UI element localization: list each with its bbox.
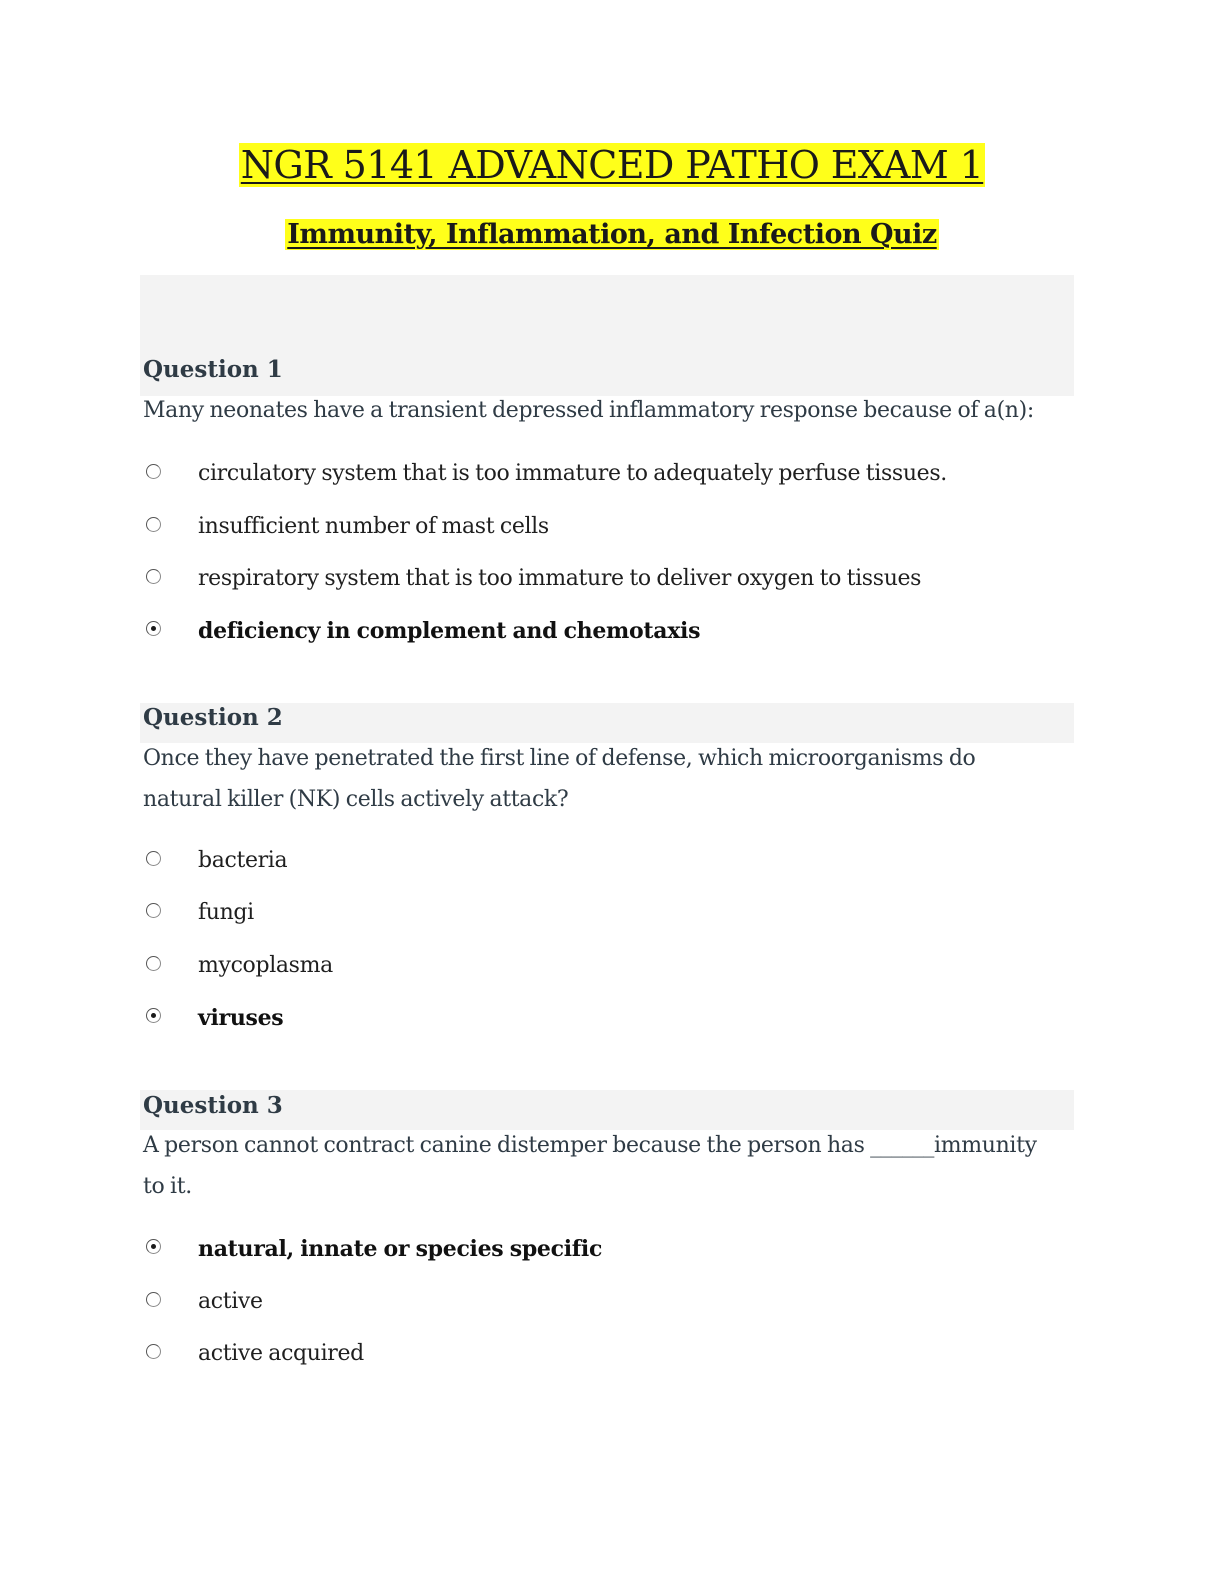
radio-checked-icon[interactable] — [146, 621, 161, 636]
question-3-option-1[interactable] — [146, 1234, 603, 1264]
option-label: insufficient number of mast cells — [198, 514, 549, 539]
question-2-option-3[interactable] — [146, 951, 333, 981]
radio-unchecked-icon[interactable] — [146, 1344, 161, 1359]
question-3-text: A person cannot contract canine distemper because the person has ______immunity to it. — [143, 1133, 1037, 1199]
radio-unchecked-icon[interactable] — [146, 1292, 161, 1307]
option-label-selected: deficiency in complement and chemotaxis — [198, 618, 701, 644]
radio-unchecked-icon[interactable] — [146, 851, 161, 866]
radio-checked-icon[interactable] — [146, 1239, 161, 1254]
option-label: respiratory system that is too immature to deliver oxygen to tissues — [198, 566, 922, 591]
question-1-option-1[interactable] — [146, 459, 947, 489]
option-label: active — [198, 1289, 263, 1314]
question-1-text: Many neonates have a transient depressed inflammatory response because of a(n): — [143, 398, 1034, 423]
radio-unchecked-icon[interactable] — [146, 569, 161, 584]
radio-unchecked-icon[interactable] — [146, 464, 161, 479]
option-label: fungi — [198, 900, 254, 925]
radio-checked-icon[interactable] — [146, 1008, 161, 1023]
question-1-label: Question 1 — [143, 356, 283, 383]
question-3-option-2[interactable] — [146, 1287, 263, 1317]
question-1-option-2[interactable] — [146, 512, 549, 542]
document-title — [0, 140, 1224, 190]
option-label: mycoplasma — [198, 953, 333, 978]
question-1-option-4[interactable] — [146, 616, 701, 646]
question-2-option-1[interactable] — [146, 846, 288, 876]
question-3-label: Question 3 — [143, 1092, 283, 1119]
question-3-option-3[interactable] — [146, 1339, 364, 1369]
option-label: active acquired — [198, 1341, 364, 1366]
question-1-option-3[interactable] — [146, 564, 922, 594]
option-label: bacteria — [198, 848, 288, 873]
document-subtitle-text: Immunity, Inflammation, and Infection Quiz — [287, 219, 937, 250]
option-label-selected: viruses — [198, 1005, 284, 1031]
document-subtitle — [0, 216, 1224, 254]
question-2-label: Question 2 — [143, 704, 283, 731]
question-2-option-2[interactable] — [146, 898, 254, 928]
radio-unchecked-icon[interactable] — [146, 956, 161, 971]
option-label-selected: natural, innate or species specific — [198, 1236, 603, 1262]
option-label: circulatory system that is too immature to adequately perfuse tissues. — [198, 461, 947, 486]
radio-unchecked-icon[interactable] — [146, 517, 161, 532]
radio-unchecked-icon[interactable] — [146, 903, 161, 918]
question-2-option-4[interactable] — [146, 1003, 284, 1033]
document-title-text: NGR 5141 ADVANCED PATHO EXAM 1 — [240, 143, 984, 187]
question-2-text: Once they have penetrated the first line of defense, which microorganisms do natural killer (NK) cells actively attack? — [143, 746, 976, 812]
